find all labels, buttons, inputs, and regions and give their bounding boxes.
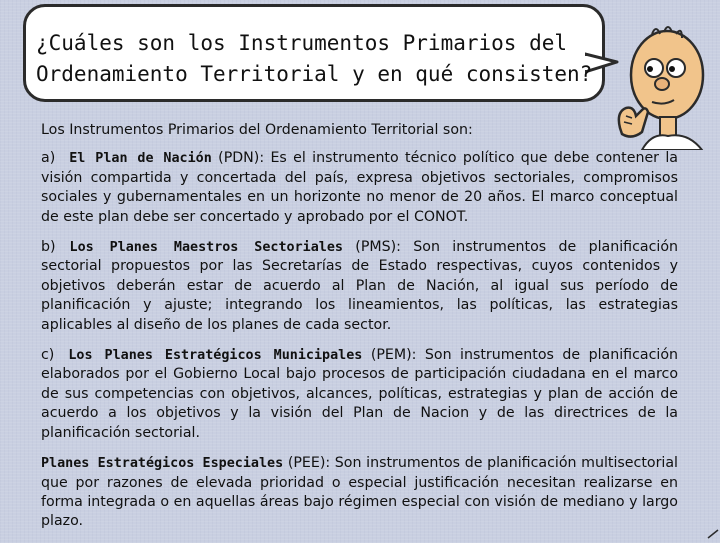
definition-text: (PMS): Son instrumentos de planificación sectorial propuestos por las Secretarías de Estado respectivas, cuyos contenidos y objetivos deberán estar de acuerdo al Plan de Nación, al igual sus período de planificación y ajuste; integrando los lineamientos, las políticas, las estrategias aplicables al diseño de los planes de cada sector. <box>41 239 679 333</box>
list-marker: a) <box>41 150 56 167</box>
term-planes-estrategicos-especiales: Planes Estratégicos Especiales <box>41 456 284 472</box>
definition-text: (PDN): Es el instrumento técnico político que debe contener la visión compartida y concertada del país, expresa objetivos sectoriales, compromisos sociales y gubernamentales en un horizonte no menor de 20 años. El marco conceptual de este plan debe ser concertado y aprobado por el CONOT. <box>41 150 678 225</box>
definition-text: (PEM): Son instrumentos de planificación elaborados por el Gobierno Local bajo procesos de participación ciudadana en el marco de sus competencias con objetivos, alcances, políticas, estrategias y plan de acción de acuerdo a los objetivos y la visión del Plan de Nacion y de las directrices de la planificación sectorial. <box>41 347 678 441</box>
term-planes-maestros-sectoriales: Los Planes Maestros Sectoriales <box>69 240 343 256</box>
list-marker: c) <box>41 347 55 364</box>
list-item-pdn <box>41 149 678 227</box>
list-item-pem <box>41 346 678 443</box>
content-body <box>41 121 678 543</box>
corner-arrow-icon <box>706 528 720 540</box>
term-planes-estrategicos-municipales: Los Planes Estratégicos Municipales <box>68 348 363 364</box>
slide-title: ¿Cuáles son los Instrumentos Primarios del Ordenamiento Territorial y en qué consisten? <box>36 31 593 86</box>
term-plan-de-nacion: El Plan de Nación <box>69 151 212 167</box>
list-marker: b) <box>41 239 56 256</box>
list-item-pee <box>41 454 678 532</box>
intro-text: Los Instrumentos Primarios del Ordenamiento Territorial son: <box>41 122 473 138</box>
definition-text: (PEE): Son instrumentos de planificación multisectorial que por razones de elevada prioridad o especial justificación necesitan realizarse en forma integrada o en aquellas áreas bajo régimen especial con visión de mediano y largo plazo. <box>41 455 678 530</box>
list-item-pms <box>41 238 678 335</box>
